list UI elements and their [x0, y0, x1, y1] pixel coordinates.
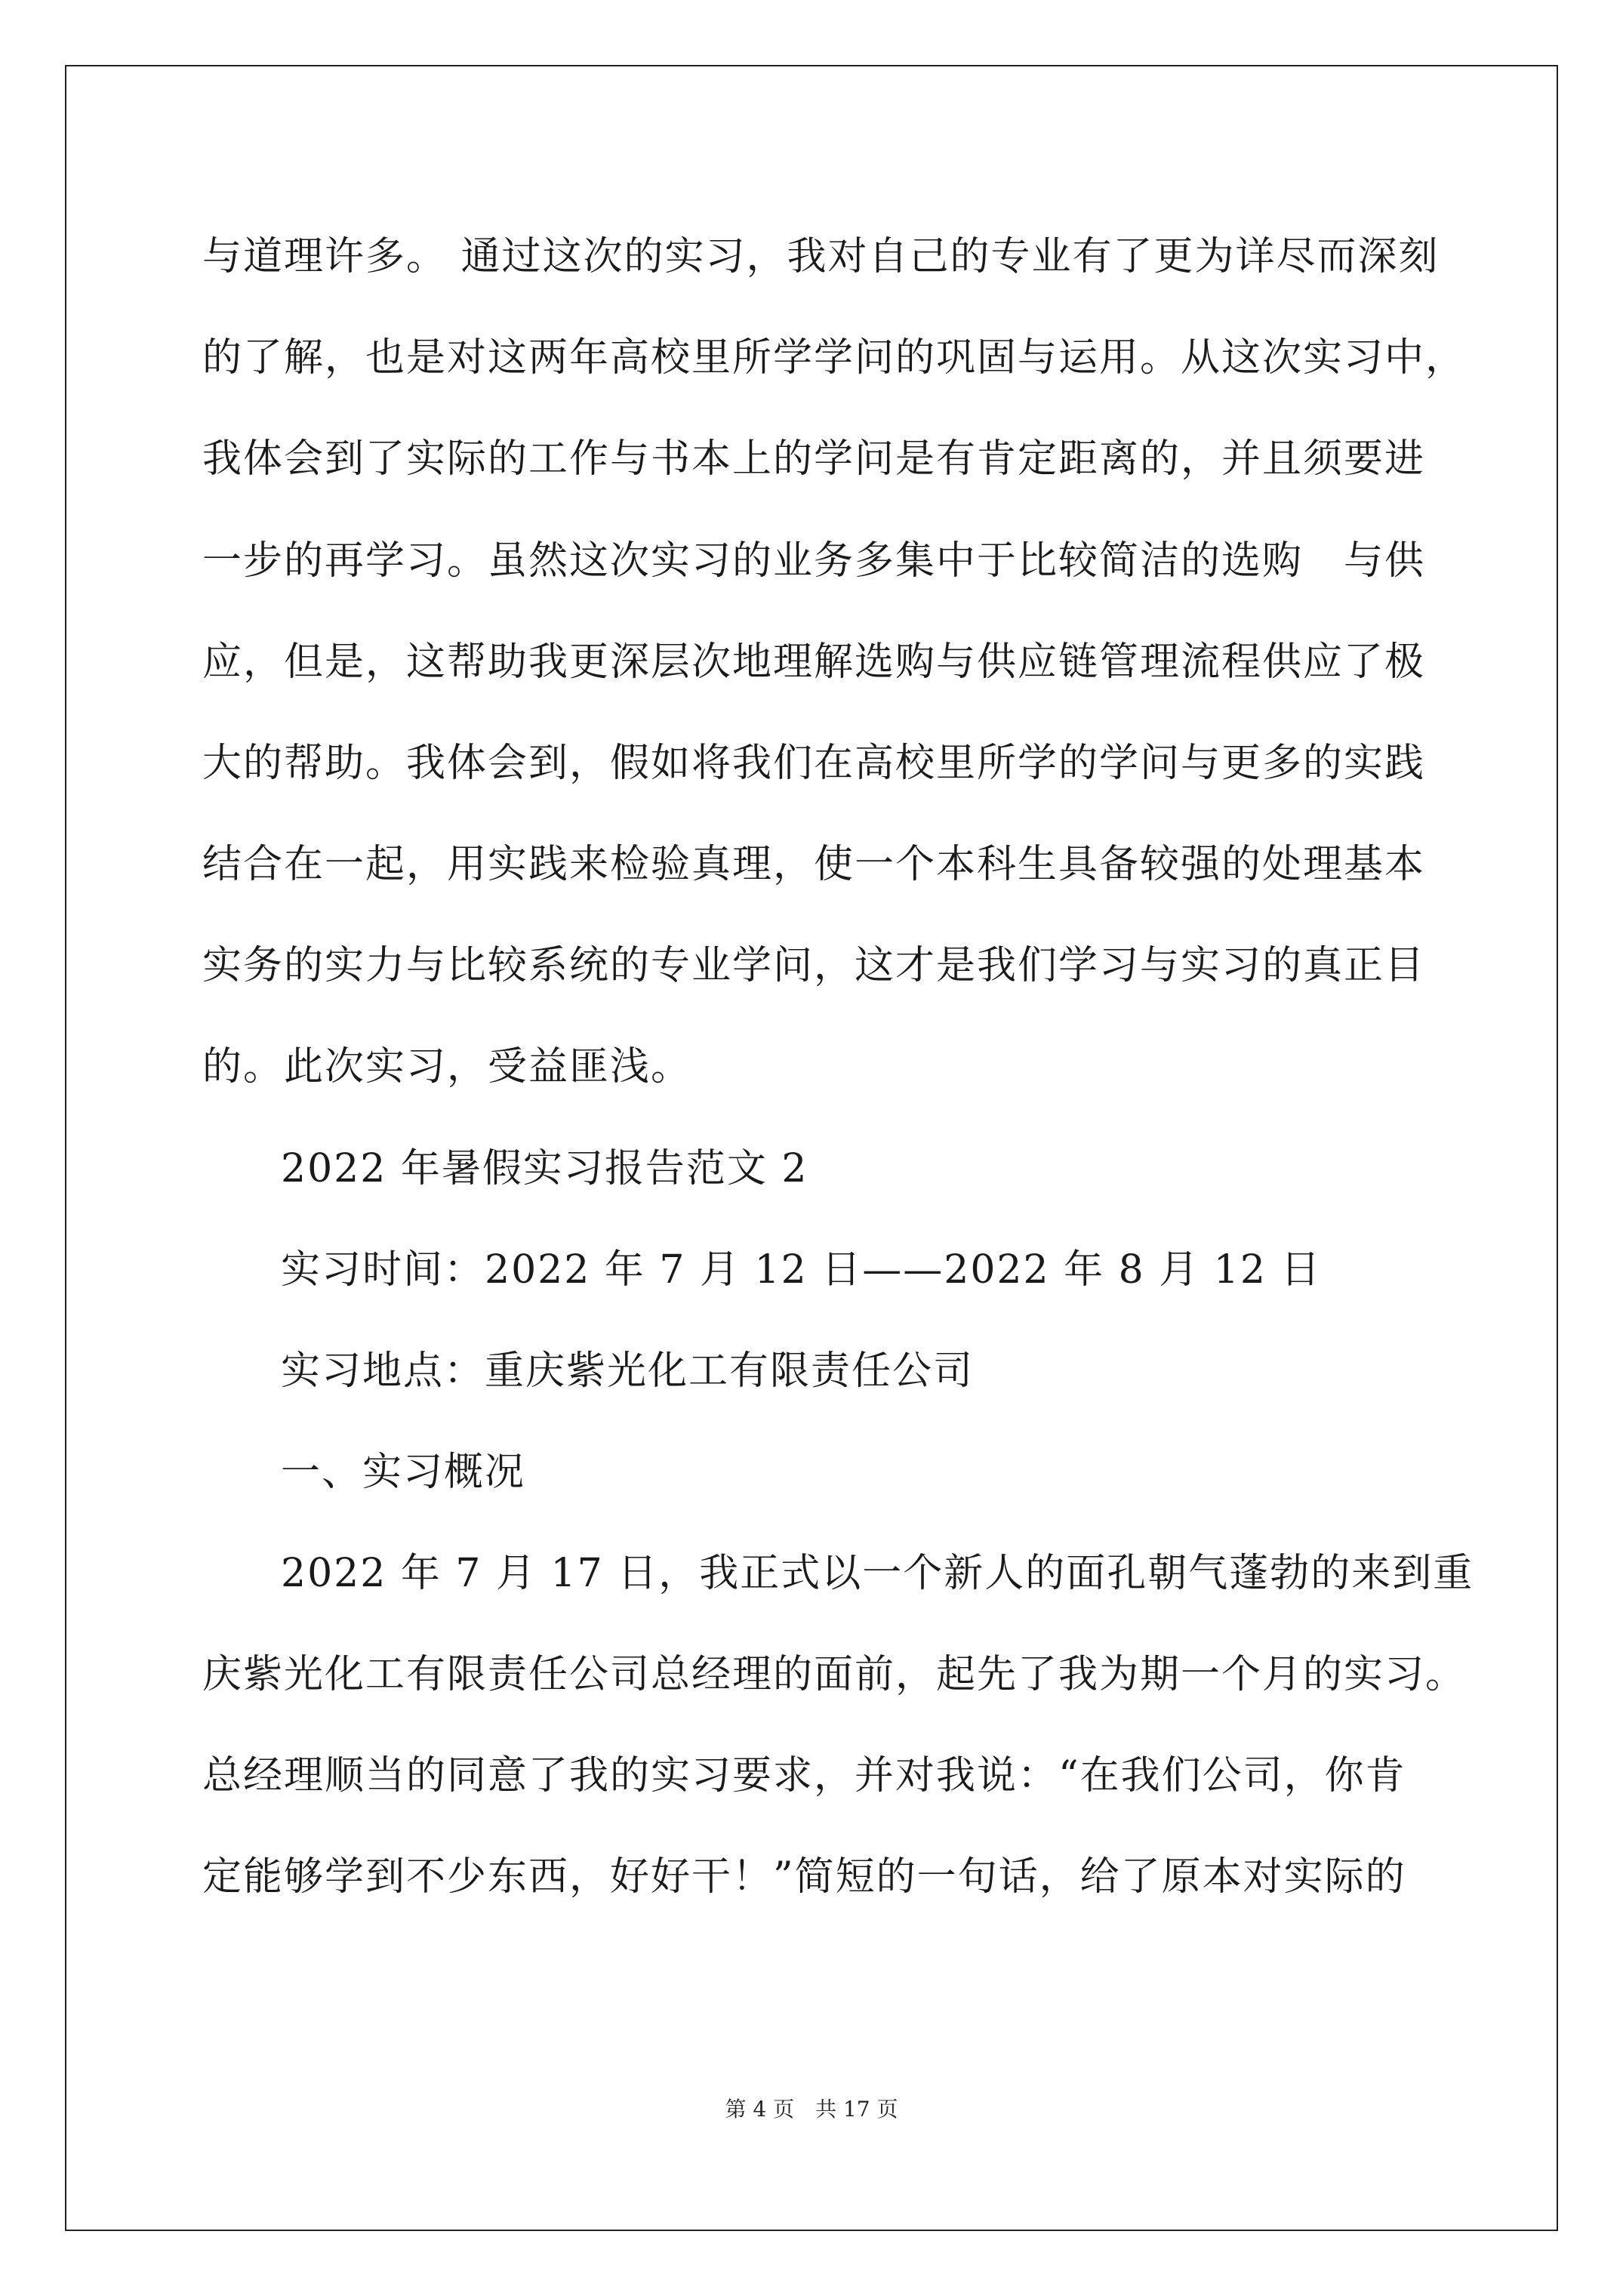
body-text-line: 庆紫光化工有限责任公司总经理的面前，起先了我为期一个月的实习。 — [202, 1652, 1467, 1697]
body-text-line: 实务的实力与比较系统的专业学问，这才是我们学习与实习的真正目 — [202, 943, 1426, 988]
internship-time: 实习时间：2022 年 7 月 12 日——2022 年 8 月 12 日 — [281, 1247, 1322, 1293]
body-text-line: 的。此次实习，受益匪浅。 — [202, 1044, 692, 1089]
page-number-footer: 第 4 页 共 17 页 — [725, 2097, 898, 2122]
section-heading: 2022 年暑假实习报告范文 2 — [281, 1146, 808, 1191]
body-text-line: 的了解，也是对这两年高校里所学学问的巩固与运用。从这次实习中， — [202, 335, 1467, 381]
body-text-line: 应，但是，这帮助我更深层次地理解选购与供应链管理流程供应了极 — [202, 639, 1426, 685]
body-text-line: 与道理许多。 通过这次的实习，我对自己的专业有了更为详尽而深刻 — [202, 234, 1440, 279]
body-text-line: 结合在一起，用实践来检验真理，使一个本科生具备较强的处理基本 — [202, 842, 1426, 887]
body-text-line: 总经理顺当的同意了我的实习要求，并对我说：“在我们公司，你肯 — [202, 1753, 1406, 1798]
body-text-line: 2022 年 7 月 17 日，我正式以一个新人的面孔朝气蓬勃的来到重 — [281, 1551, 1474, 1596]
subsection-heading: 一、实习概况 — [281, 1450, 526, 1495]
body-text-line: 定能够学到不少东西，好好干！”简短的一句话，给了原本对实际的 — [202, 1854, 1406, 1900]
body-text-line: 我体会到了实际的工作与书本上的学问是有肯定距离的，并且须要进 — [202, 436, 1426, 482]
internship-location: 实习地点：重庆紫光化工有限责任公司 — [281, 1348, 975, 1394]
body-text-line: 大的帮助。我体会到，假如将我们在高校里所学的学问与更多的实践 — [202, 741, 1426, 786]
body-text-line: 一步的再学习。虽然这次实习的业务多集中于比较简洁的选购 与供 — [202, 538, 1426, 584]
